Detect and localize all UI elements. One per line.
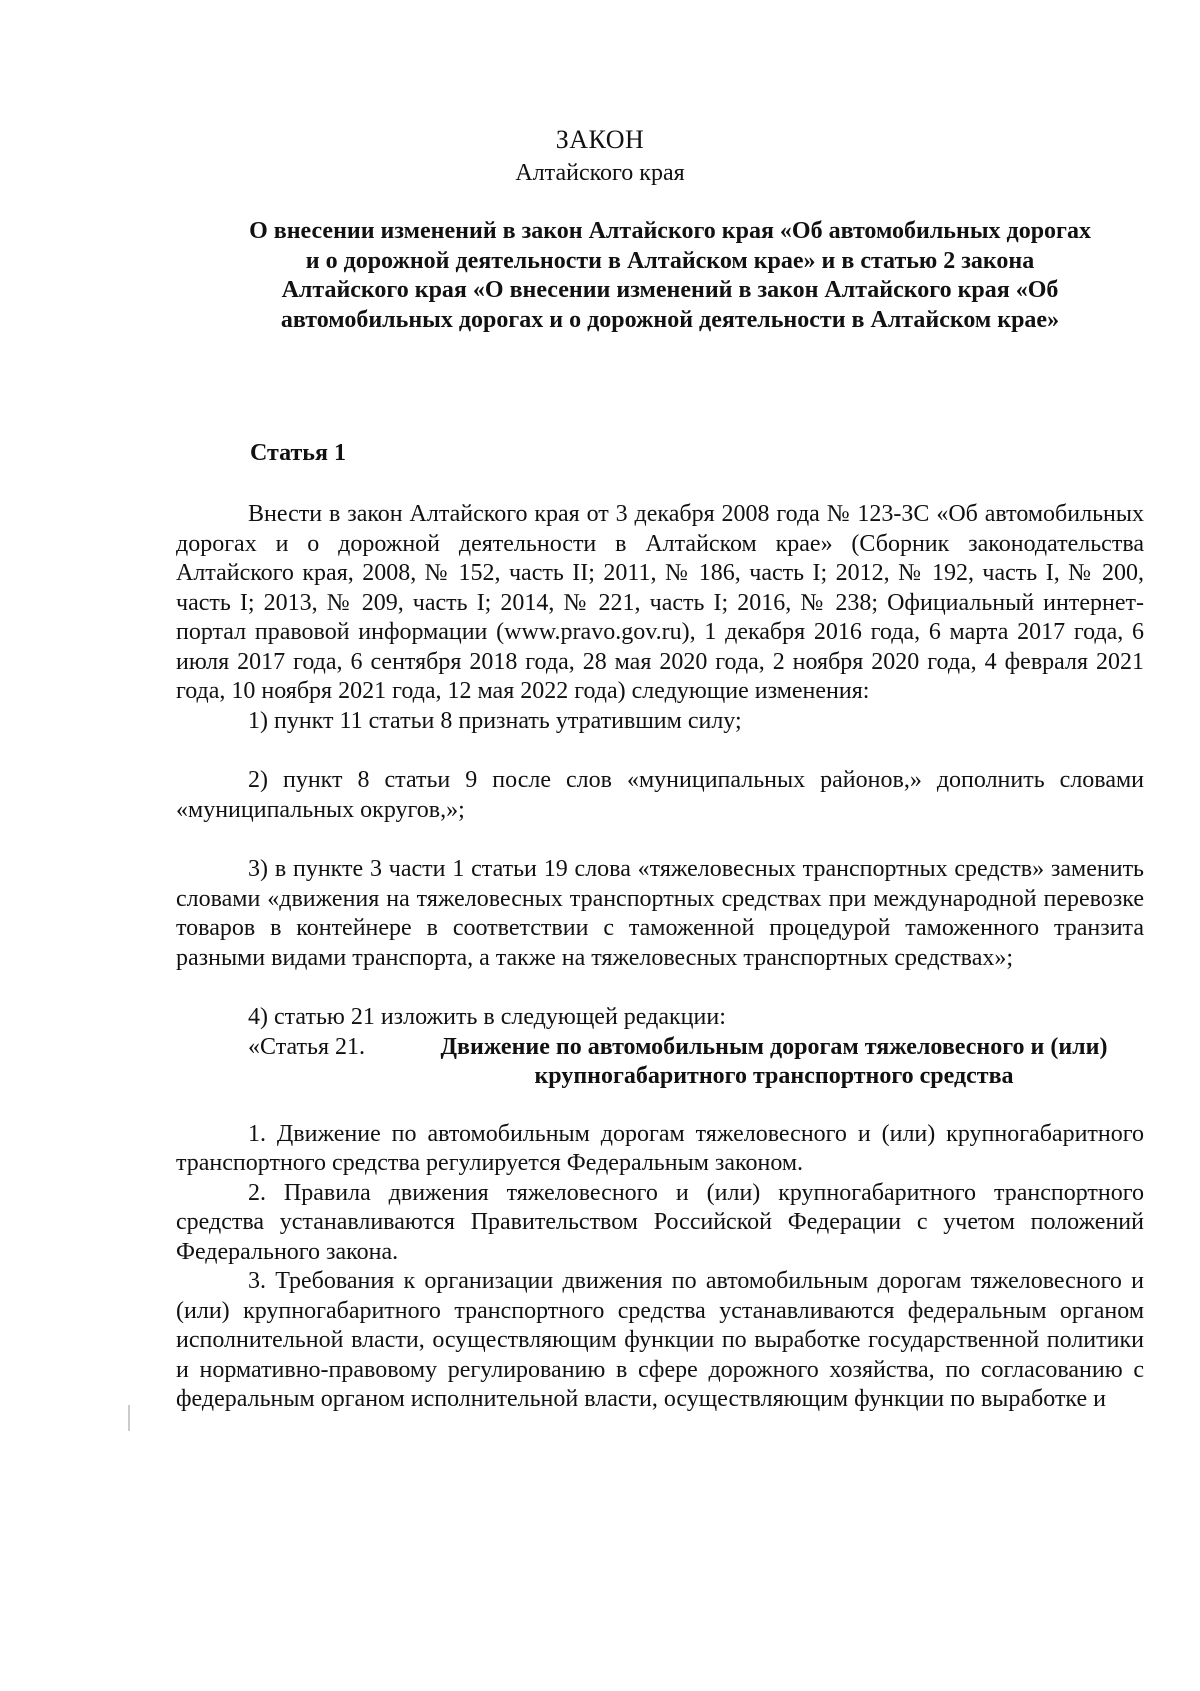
amendment-item-1: 1) пункт 11 статьи 8 признать утратившим силу; (248, 707, 742, 734)
amendment-item-3: 3) в пункте 3 части 1 статьи 19 слова «тяжеловесных транспортных средств» заменить словами «движения на тяжеловесных транспортных средствах при международной перевозке товаров в контейнере в соответствии с таможенной процедурой таможенного транзита разными видами транспорта, а также на тяжеловесных транспортных средствах»; (176, 856, 1144, 971)
amendment-item-4: 4) статью 21 изложить в следующей редакции: (248, 1004, 726, 1030)
article-body (176, 500, 1144, 1415)
quoted-paragraph-1: 1. Движение по автомобильным дорогам тяжеловесного и (или) крупногабаритного транспортного средства регулируется Федеральным законом. (176, 1120, 1144, 1176)
quoted-article-heading (176, 1033, 1144, 1092)
quoted-article-lead: «Статья 21. (248, 1033, 365, 1060)
quoted-paragraph-2: 2. Правила движения тяжеловесного и (или) крупногабаритного транспортного средства устанавливаются Правительством Российской Федерации с учетом положений Федерального закона. (176, 1179, 1144, 1265)
law-title: О внесении изменений в закон Алтайского края «Об автомобильных дорогах и о дорожной деятельности в Алтайском крае» и в статью 2 закона Алтайского края «О внесении изменений в закон Алтайского края «Об автомобильных дорогах и о дорожной деятельности в Алтайском крае» (249, 218, 1091, 333)
document-type: ЗАКОН (555, 125, 645, 154)
amendment-item-2: 2) пункт 8 статьи 9 после слов «муниципальных районов,» дополнить словами «муниципальных округов,»; (176, 767, 1144, 823)
scan-mark (128, 1405, 130, 1431)
quoted-article-title: Движение по автомобильным дорогам тяжеловесного и (или) крупногабаритного транспортного средства (440, 1033, 1108, 1089)
document-region: Алтайского края (515, 160, 685, 186)
quoted-paragraph-3: 3. Требования к организации движения по автомобильным дорогам тяжеловесного и (или) крупногабаритного транспортного средства устанавливаются федеральным органом исполнительной власти, осуществляющим функции по выработке государственной политики и нормативно-правовому регулированию в сфере дорожного хозяйства, по согласованию с федеральным органом исполнительной власти, осуществляющим функции по выработке и (176, 1268, 1144, 1412)
article-heading: Статья 1 (250, 440, 346, 466)
article-intro: Внести в закон Алтайского края от 3 декабря 2008 года № 123-ЗС «Об автомобильных дорогах и о дорожной деятельности в Алтайском крае» (Сборник законодательства Алтайского края, 2008, № 152, часть II; 2011, № 186, часть I; 2012, № 192, часть I, № 200, часть I; 2013, № 209, часть I; 2014, № 221, часть I; 2016, № 238; Официальный интернет-портал правовой информации (www.pravo.gov.ru), 1 декабря 2016 года, 6 марта 2017 года, 6 июля 2017 года, 6 сентября 2018 года, 28 мая 2020 года, 2 ноября 2020 года, 4 февраля 2021 года, 10 ноября 2021 года, 12 мая 2022 года) следующие изменения: (176, 501, 1144, 704)
